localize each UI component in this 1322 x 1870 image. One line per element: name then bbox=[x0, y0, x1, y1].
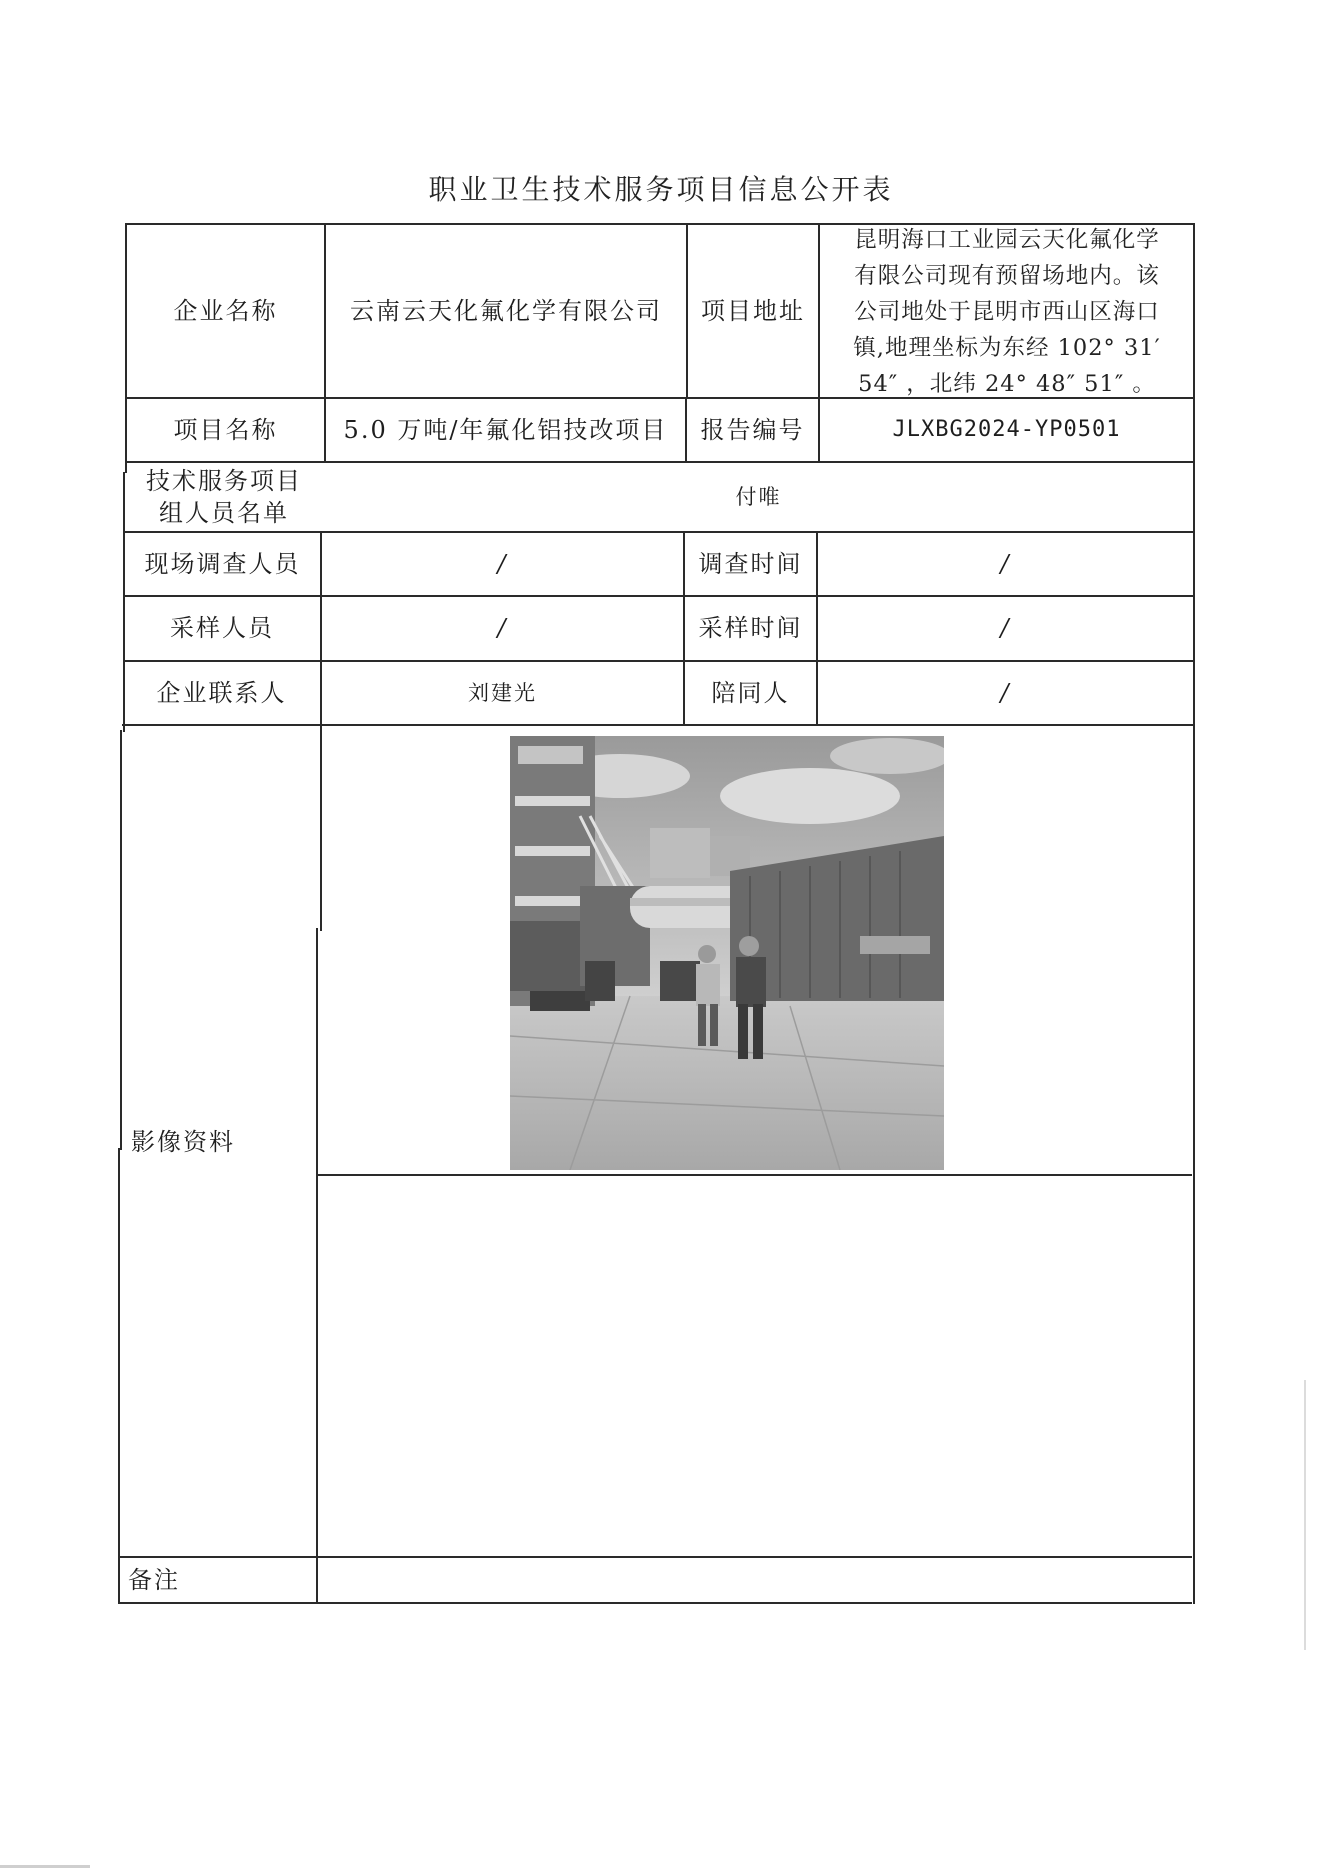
image-materials-label: 影像资料 bbox=[131, 1127, 235, 1156]
remarks-label: 备注 bbox=[128, 1565, 180, 1594]
table-rule bbox=[317, 1174, 1192, 1176]
table-rule bbox=[316, 928, 318, 1604]
company-name-value: 云南云天化氟化学有限公司 bbox=[350, 296, 662, 325]
project-name-label: 项目名称 bbox=[173, 415, 278, 444]
team-roster-label bbox=[126, 463, 322, 531]
table-rule bbox=[120, 730, 122, 1150]
address-line: 镇,地理坐标为东经 102° 31′ bbox=[853, 335, 1161, 361]
company-contact-value: 刘建光 bbox=[468, 680, 537, 705]
address-line: 有限公司现有预留场地内。该 bbox=[854, 263, 1160, 289]
scan-edge-mark bbox=[1304, 1380, 1306, 1650]
table-rule bbox=[119, 1556, 1192, 1558]
team-roster-label-line2: 组人员名单 bbox=[159, 499, 289, 527]
sampling-time-value: / bbox=[1000, 614, 1011, 643]
company-contact-label: 企业联系人 bbox=[156, 678, 287, 707]
company-name-label: 企业名称 bbox=[173, 296, 278, 325]
scan-foot-mark bbox=[0, 1865, 90, 1868]
survey-time-label: 调查时间 bbox=[698, 549, 803, 578]
survey-time-value: / bbox=[1000, 549, 1011, 578]
team-roster-label-line1: 技术服务项目 bbox=[146, 466, 302, 495]
survey-staff-label: 现场调查人员 bbox=[144, 549, 301, 578]
table-rule bbox=[118, 1148, 120, 1604]
report-number-label: 报告编号 bbox=[700, 415, 805, 444]
address-line: 54″ ，北纬 24° 48″ 51″ 。 bbox=[858, 371, 1156, 397]
table-rule bbox=[1193, 223, 1195, 1604]
table-rule bbox=[118, 1602, 1192, 1604]
page-title: 职业卫生技术服务项目信息公开表 bbox=[428, 173, 894, 206]
team-roster-value: 付唯 bbox=[735, 484, 782, 509]
report-number-value: JLXBG2024-YP0501 bbox=[892, 417, 1121, 443]
address-line: 公司地处于昆明市西山区海口 bbox=[854, 299, 1160, 325]
sampling-staff-value: / bbox=[497, 614, 508, 643]
survey-staff-value: / bbox=[497, 549, 508, 578]
sampling-staff-label: 采样人员 bbox=[170, 614, 274, 643]
companion-label: 陪同人 bbox=[711, 678, 790, 707]
project-address-value bbox=[822, 222, 1192, 402]
site-photo bbox=[510, 736, 944, 1170]
table-rule bbox=[122, 724, 1194, 726]
sampling-time-label: 采样时间 bbox=[698, 614, 803, 643]
project-address-label: 项目地址 bbox=[701, 296, 805, 325]
companion-value: / bbox=[1000, 678, 1011, 707]
address-line: 昆明海口工业园云天化氟化学 bbox=[854, 227, 1160, 253]
project-name-value: 5.0 万吨/年氟化铝技改项目 bbox=[343, 415, 668, 444]
